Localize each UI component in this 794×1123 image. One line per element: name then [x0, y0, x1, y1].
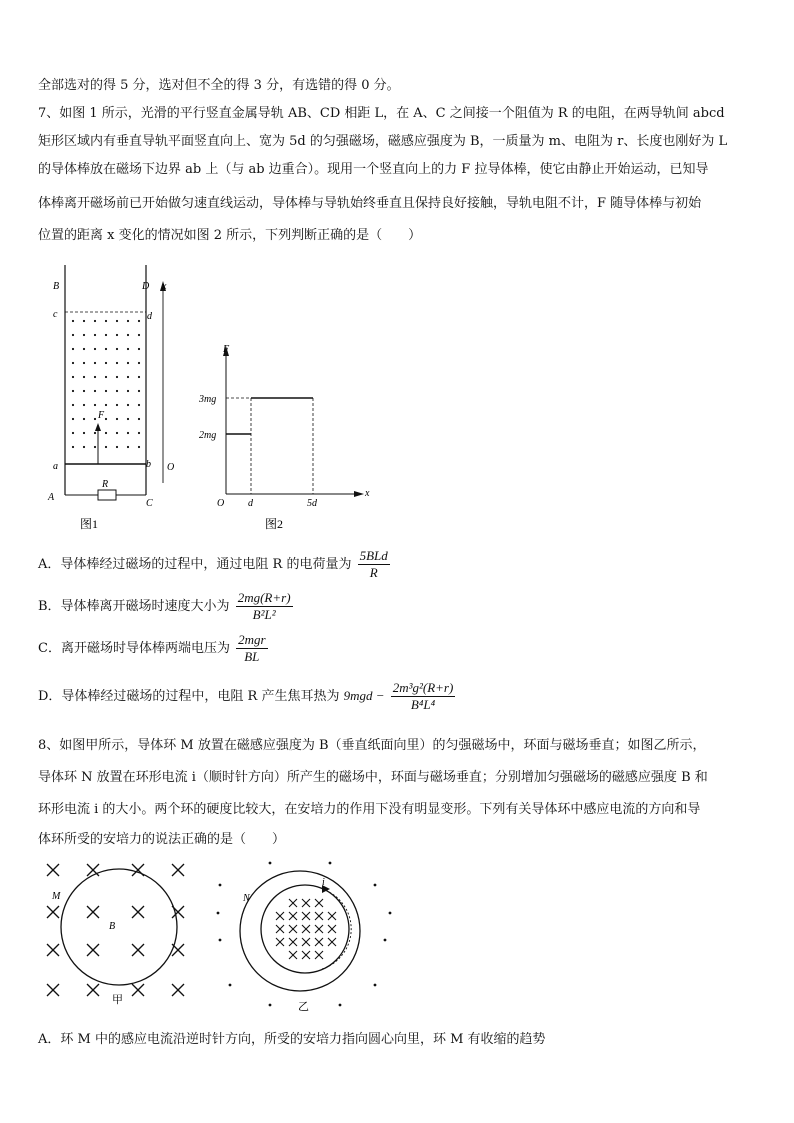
fig2-label-x: x	[365, 488, 370, 499]
field-dot	[116, 362, 118, 364]
fig-yi-label-i: i	[322, 877, 325, 888]
field-dot	[72, 432, 74, 434]
fig-jia-label-B: B	[109, 921, 116, 932]
figure-yi	[210, 855, 410, 1020]
q8-line-1: 8、如图甲所示，导体环 M 放置在磁感应强度为 B（垂直纸面向里）的匀强磁场中，环面与磁场垂直；如图乙所示，	[38, 738, 706, 753]
intro-line: 全部选对的得 5 分，选对但不全的得 3 分，有选错的得 0 分。	[38, 78, 400, 93]
field-dot	[94, 348, 96, 350]
field-dot	[219, 939, 222, 942]
field-dot	[83, 390, 85, 392]
q7-option-C-fraction: $\frac{\text{2mgr}}{BL}$	[238, 632, 266, 664]
fig1-label-x: x	[162, 281, 167, 292]
field-dot	[72, 390, 74, 392]
field-dot	[217, 912, 220, 915]
field-dot	[105, 418, 107, 420]
q7-option-A[interactable]	[38, 548, 392, 581]
field-dot	[83, 348, 85, 350]
field-dot	[374, 884, 377, 887]
field-dot	[105, 334, 107, 336]
field-dot	[116, 390, 118, 392]
field-dot	[72, 348, 74, 350]
fig1-label-a: a	[53, 461, 58, 472]
field-dot	[83, 404, 85, 406]
field-dot	[138, 362, 140, 364]
field-dot	[138, 446, 140, 448]
field-dot	[105, 390, 107, 392]
field-dot	[116, 348, 118, 350]
field-dot	[127, 404, 129, 406]
q8-line-3: 环形电流 i 的大小。两个环的硬度比较大，在安培力的作用下没有明显变形。下列有关导体环中感应电流的方向和导	[38, 802, 701, 817]
field-dot	[94, 362, 96, 364]
q7-option-B-text: B．导体棒离开磁场时速度大小为	[38, 599, 230, 614]
field-dot	[116, 446, 118, 448]
field-dot	[219, 884, 222, 887]
field-dot	[127, 418, 129, 420]
field-dot	[72, 362, 74, 364]
q7-option-B[interactable]	[38, 590, 295, 623]
figure-jia	[38, 855, 198, 1020]
fig1-label-d: d	[147, 311, 152, 322]
q7-option-D-text: D．导体棒经过磁场的过程中，电阻 R 产生焦耳热为	[38, 689, 340, 704]
fig2-caption: 图2	[265, 517, 284, 531]
fig-yi-label-N: N	[243, 893, 250, 904]
field-dot	[116, 376, 118, 378]
field-dot	[94, 446, 96, 448]
field-dot	[72, 376, 74, 378]
q7-option-A-text: A．导体棒经过磁场的过程中，通过电阻 R 的电荷量为	[38, 557, 352, 572]
field-dot	[94, 432, 96, 434]
field-dot	[116, 418, 118, 420]
q7-line-1: 7、如图 1 所示，光滑的平行竖直金属导轨 AB、CD 相距 L，在 A、C 之间接一个阻值为 R 的电阻，在两导轨间 abcd	[38, 106, 725, 121]
fig1-label-D: D	[142, 281, 150, 292]
fig1-label-F: F	[98, 410, 105, 421]
field-dot	[83, 418, 85, 420]
field-dot	[105, 404, 107, 406]
field-dot	[105, 320, 107, 322]
q7-line-2: 矩形区域内有垂直导轨平面竖直向上、宽为 5d 的匀强磁场，磁感应强度为 B，一质量为 m、电阻为 r、长度也刚好为 L	[38, 134, 728, 149]
field-dot	[329, 862, 332, 865]
field-dot	[138, 376, 140, 378]
q7-line-4: 体棒离开磁场前已开始做匀速直线运动，导体棒与导轨始终垂直且保持良好接触，导轨电阻不计，F 随导体棒与初始	[38, 196, 702, 211]
field-dot	[116, 404, 118, 406]
fig1-label-b: b	[146, 459, 151, 470]
field-dot	[269, 1004, 272, 1007]
q7-line-3: 的导体棒放在磁场下边界 ab 上（与 ab 边重合）。现用一个竖直向上的力 F 拉导体棒，使它由静止开始运动，已知导	[38, 162, 709, 177]
q8-line-2: 导体环 N 放置在环形电流 i（顺时针方向）所产生的磁场中，环面与磁场垂直；分别增加匀强磁场的磁感应强度 B 和	[38, 770, 708, 785]
field-dot	[94, 376, 96, 378]
figure-2	[195, 340, 380, 535]
field-dot	[94, 320, 96, 322]
q7-option-B-fraction: $\frac{2mg(R+r)}{\text{B²L²}}$	[237, 590, 291, 622]
fig2-label-5d: 5d	[307, 498, 317, 509]
field-dot	[138, 432, 140, 434]
field-dot	[127, 334, 129, 336]
field-dot	[105, 432, 107, 434]
fig-jia-caption: 甲	[112, 994, 123, 1006]
field-dot	[127, 390, 129, 392]
field-dot	[83, 334, 85, 336]
field-dot	[72, 418, 74, 420]
field-dot	[127, 348, 129, 350]
field-dot	[94, 404, 96, 406]
figure-1	[38, 255, 198, 535]
fig2-label-3mg: 3mg	[199, 394, 217, 405]
field-dot	[94, 390, 96, 392]
field-dot	[374, 984, 377, 987]
field-dot	[138, 320, 140, 322]
fig1-label-c: c	[53, 309, 58, 320]
field-dot	[105, 348, 107, 350]
fig1-label-A: A	[48, 492, 55, 503]
q8-line-4: 体环所受的安培力的说法正确的是（ ）	[38, 832, 286, 847]
q7-option-A-fraction: $\frac{\text{5BLd}}{R}$	[359, 548, 388, 580]
field-dot	[269, 862, 272, 865]
q7-option-D[interactable]	[38, 680, 457, 713]
fig2-label-O: O	[217, 498, 225, 509]
field-dot	[105, 446, 107, 448]
fig2-label-d: d	[248, 498, 253, 509]
field-dot	[229, 984, 232, 987]
field-dot	[127, 362, 129, 364]
field-dot	[116, 334, 118, 336]
field-dot	[94, 418, 96, 420]
field-dot	[339, 1004, 342, 1007]
fig1-caption: 图1	[80, 517, 99, 531]
field-dot	[72, 320, 74, 322]
field-dot	[138, 334, 140, 336]
fig2-label-2mg: 2mg	[199, 430, 217, 441]
field-dot	[138, 348, 140, 350]
q7-option-D-fraction: $\frac{\text{2m³g²(R+r)}}{\text{B⁴L⁴}}$	[392, 680, 454, 712]
fig1-label-B: B	[53, 281, 60, 292]
fig1-label-R: R	[102, 479, 109, 490]
field-dot	[72, 334, 74, 336]
field-dot	[116, 320, 118, 322]
field-dot	[384, 939, 387, 942]
field-dot	[72, 404, 74, 406]
fig1-label-C: C	[146, 498, 153, 509]
field-dot	[389, 912, 392, 915]
field-dot	[83, 362, 85, 364]
field-dot	[116, 432, 118, 434]
field-dot	[138, 404, 140, 406]
field-dot	[138, 418, 140, 420]
field-dot	[105, 376, 107, 378]
field-dot	[83, 320, 85, 322]
q7-option-C-text: C．离开磁场时导体棒两端电压为	[38, 641, 230, 656]
field-dot	[83, 376, 85, 378]
field-dot	[83, 446, 85, 448]
field-dot	[127, 320, 129, 322]
q7-option-D-prefix: 9mgd −	[343, 688, 385, 703]
field-dot	[127, 376, 129, 378]
q7-option-C[interactable]	[38, 632, 270, 665]
fig1-label-O: O	[167, 462, 175, 473]
field-dot	[83, 432, 85, 434]
field-dot	[94, 334, 96, 336]
fig2-label-F: F	[223, 344, 230, 355]
field-dot	[127, 432, 129, 434]
q8-option-A[interactable]: A．环 M 中的感应电流沿逆时针方向，所受的安培力指向圆心向里，环 M 有收缩的趋势	[38, 1032, 546, 1047]
field-dot	[127, 446, 129, 448]
field-dot	[138, 390, 140, 392]
fig-yi-caption: 乙	[298, 1001, 309, 1013]
fig-jia-label-M: M	[52, 891, 61, 902]
field-dot	[72, 446, 74, 448]
q7-line-5: 位置的距离 x 变化的情况如图 2 所示，下列判断正确的是（ ）	[38, 228, 422, 243]
field-dot	[105, 362, 107, 364]
